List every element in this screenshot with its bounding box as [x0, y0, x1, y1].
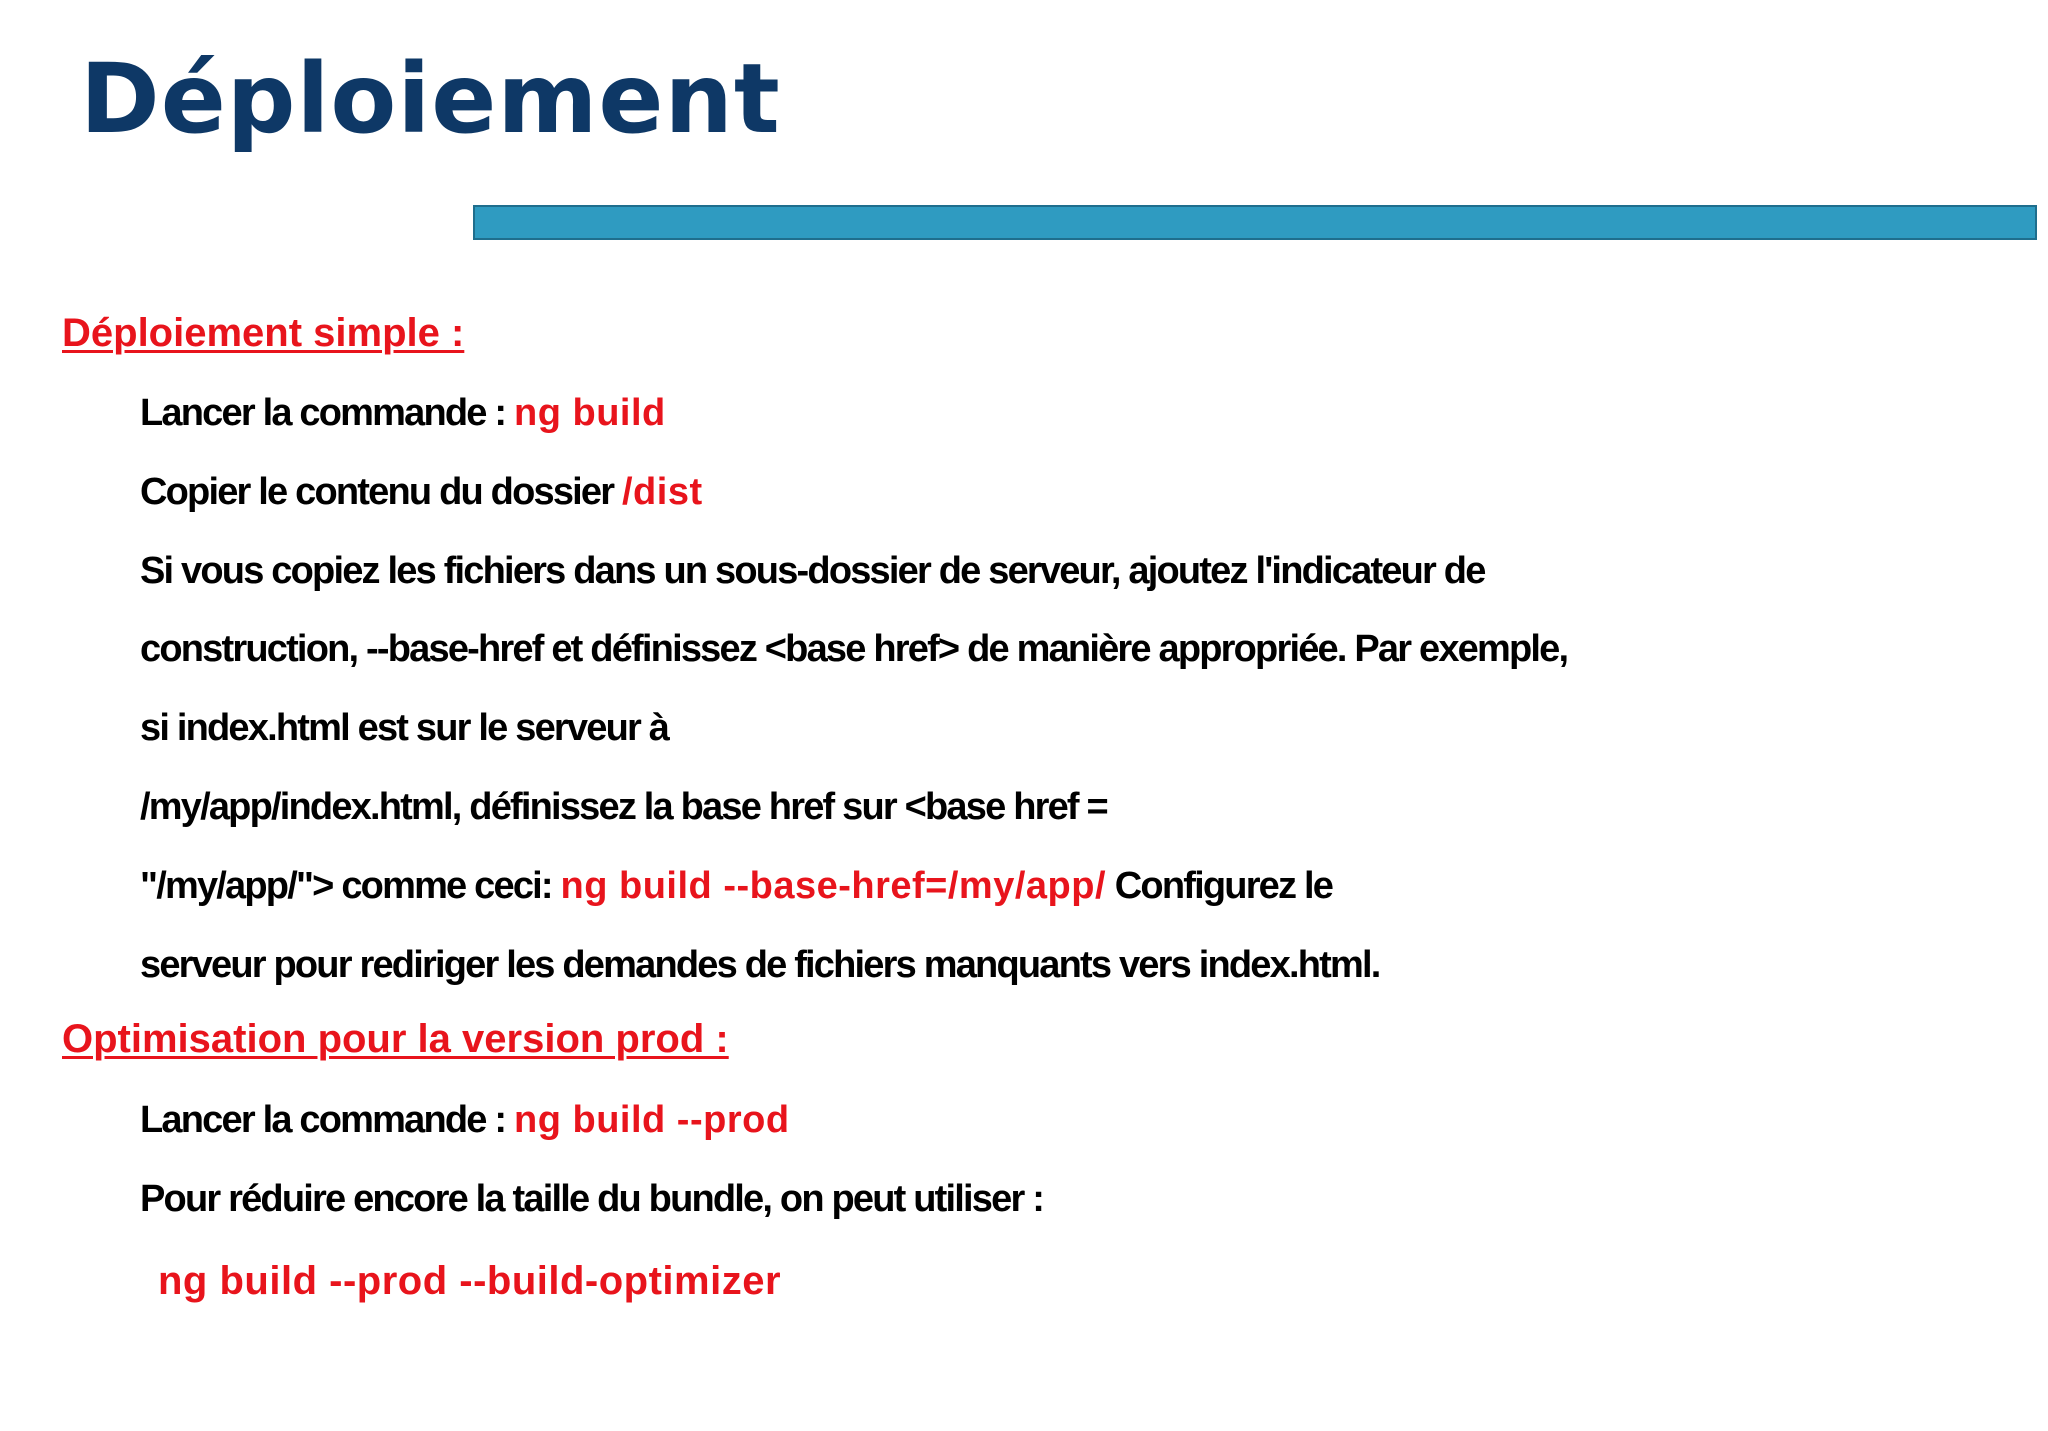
- instruction-run-command: [140, 390, 666, 436]
- instruction-label: Lancer la commande :: [140, 1099, 515, 1141]
- paragraph-line: /my/app/index.html, définissez la base href sur <base href =: [140, 786, 1107, 828]
- instruction-run-prod-command: [140, 1097, 790, 1143]
- instruction-label: Lancer la commande :: [140, 392, 515, 434]
- paragraph-text: "/my/app/"> comme ceci:: [140, 865, 561, 907]
- paragraph-line: serveur pour rediriger les demandes de fichiers manquants vers index.html.: [140, 944, 1380, 986]
- section-heading-simple-deployment: Déploiement simple :: [62, 311, 465, 355]
- instruction-copy-dist: [140, 469, 703, 515]
- command-ng-build: ng build: [514, 392, 666, 434]
- section-heading-prod-optimization: Optimisation pour la version prod :: [62, 1017, 729, 1061]
- command-ng-build-base-href: ng build --base-href=/my/app/: [560, 865, 1107, 907]
- instruction-label: Copier le contenu du dossier: [140, 471, 622, 513]
- paragraph-line-with-command: [140, 863, 1332, 909]
- command-ng-build-prod: ng build --prod: [514, 1099, 790, 1141]
- paragraph-line: Pour réduire encore la taille du bundle, on peut utiliser :: [140, 1178, 1044, 1220]
- paragraph-line: construction, --base-href et définissez <base href> de manière appropriée. Par exemple,: [140, 628, 1568, 670]
- paragraph-line: Si vous copiez les fichiers dans un sous-dossier de serveur, ajoutez l'indicateur de: [140, 550, 1485, 592]
- page-title: Déploiement: [80, 43, 781, 155]
- path-dist: /dist: [622, 471, 703, 513]
- command-ng-build-optimizer: ng build --prod --build-optimizer: [158, 1259, 782, 1303]
- paragraph-line: si index.html est sur le serveur à: [140, 707, 669, 749]
- paragraph-text: Configurez le: [1106, 865, 1333, 907]
